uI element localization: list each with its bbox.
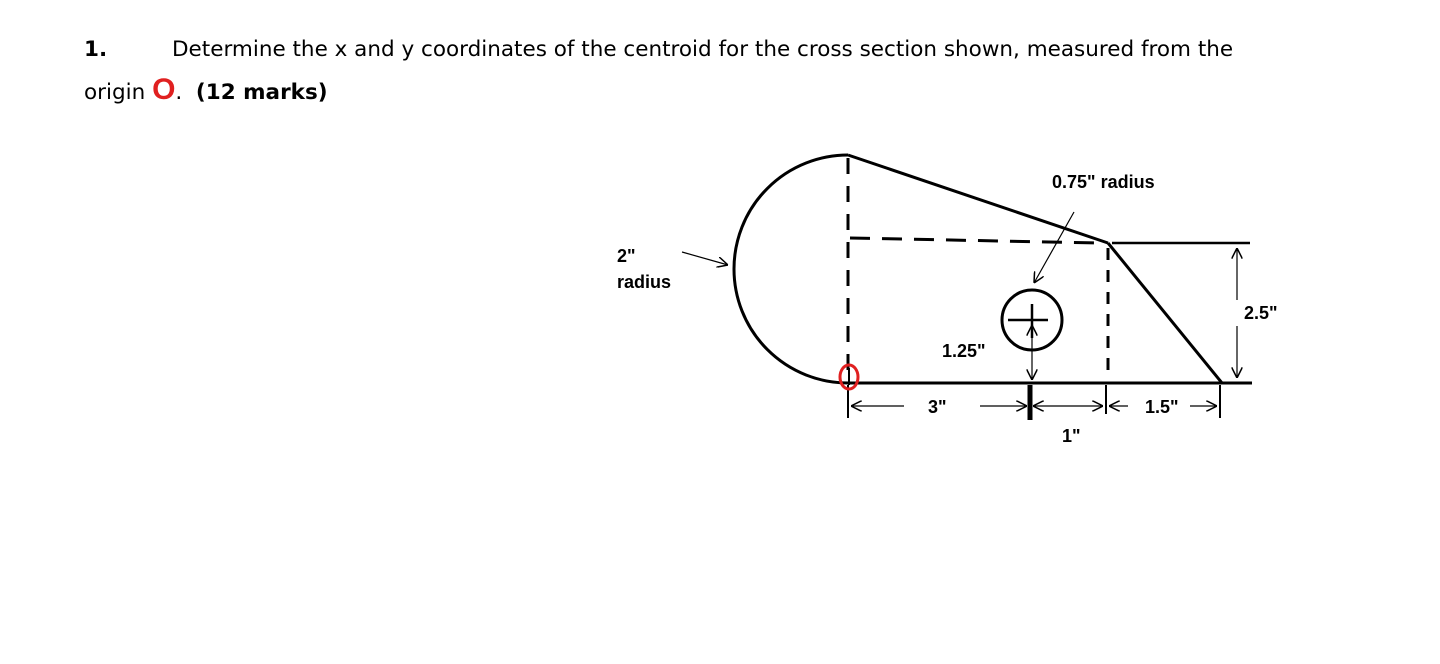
arc-radius-word: radius (617, 272, 672, 292)
hole-radius-leader (1034, 212, 1074, 283)
question-number: 1. (84, 37, 108, 62)
origin-word: origin (84, 80, 146, 105)
origin-symbol: O (152, 73, 176, 106)
dim-1-5-label: 1.5" (1145, 397, 1179, 417)
dim-1-label: 1" (1062, 426, 1081, 446)
arc-radius-value: 2" (617, 246, 636, 266)
right-slanted-edge (1108, 243, 1222, 383)
hole-radius-label: 0.75" radius (1052, 172, 1155, 192)
hole-height-label: 1.25" (942, 341, 986, 361)
height-label: 2.5" (1244, 303, 1278, 323)
period: . (175, 80, 183, 105)
question-body: Determine the x and y coordinates of the centroid for the cross section shown, measured from the (172, 37, 1234, 62)
dim-3-label: 3" (928, 397, 947, 417)
arc-radius-leader (682, 252, 728, 265)
semicircle-outline (734, 155, 848, 383)
marks-label: (12 marks) (195, 80, 328, 105)
top-slanted-edge (848, 155, 1108, 243)
dashed-horizontal (850, 238, 1100, 243)
